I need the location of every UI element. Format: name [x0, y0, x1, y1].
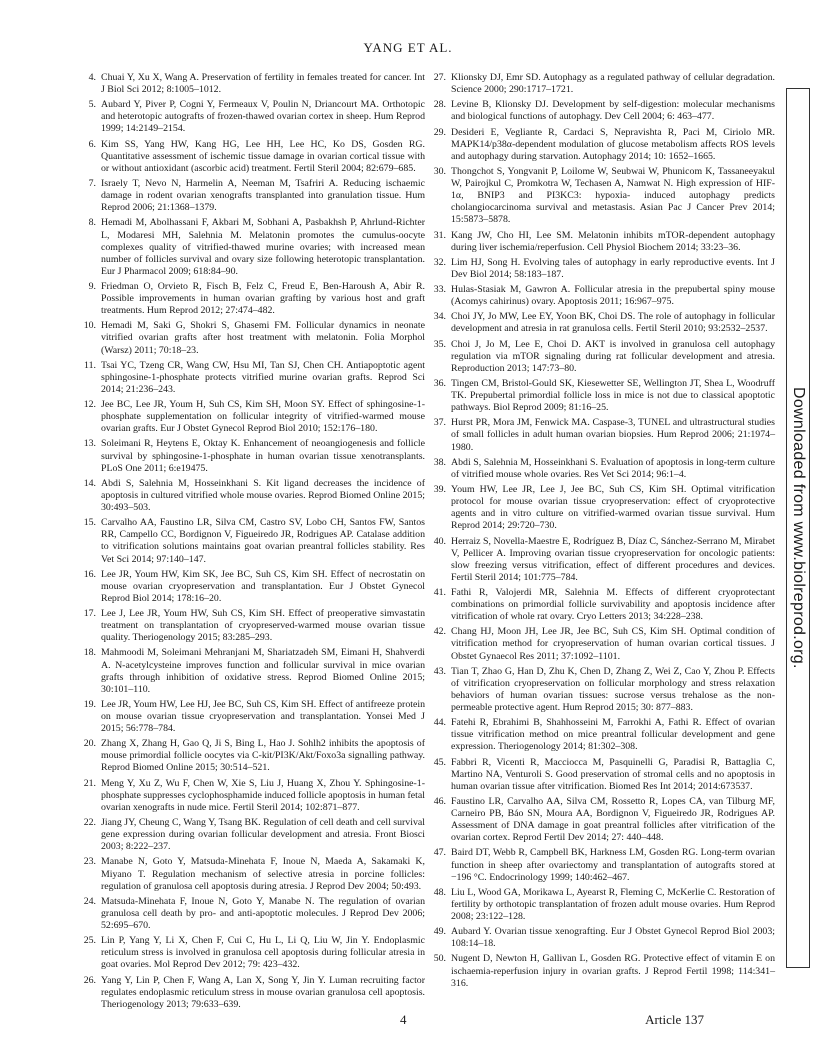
reference-text: Hemadi M, Saki G, Shokri S, Ghasemi FM. Follicular dynamics in neonate vitrified ovarian grafts after host treatment with melatonin. Folia Morphol (Warsz) 2011; 70:18–23. [101, 320, 425, 356]
reference-text: Abdi S, Salehnia M, Hosseinkhani S. Kit ligand decreases the incidence of apoptosis in cultured vitrified whole mouse ovaries. Reprod Biomed Online 2015; 30:493–503. [101, 477, 425, 514]
reference-text: Levine B, Klionsky DJ. Development by self-digestion: molecular mechanisms and biological functions of autophagy. Dev Cell 2004; 6: 463–477. [451, 99, 775, 123]
download-banner-text: Downloaded from www.biolreprod.org. [790, 387, 807, 669]
reference-entry [82, 360, 425, 396]
reference-text: Kim SS, Yang HW, Kang HG, Lee HH, Lee HC, Ko DS, Gosden RG. Quantitative assessment of ischemic tissue damage in ovarian cortical tissue with or without antioxidant (ascorbic acid) treatment. Fertil Steril 2004; 82:679–685. [101, 138, 425, 174]
reference-entry [432, 284, 775, 308]
reference-text: Mahmoodi M, Soleimani Mehranjani M, Shariatzadeh SM, Eimani H, Shahverdi A. N-acetylcysteine improves function and follicular survival in mice ovarian grafts through inhibition of oxidative stress. Reprod Biomed Online 2015; 30:101–110. [101, 647, 425, 695]
reference-number: 35. [433, 338, 446, 350]
reference-number: 4. [88, 72, 96, 83]
reference-entry [432, 311, 775, 335]
reference-text: Fathi R, Valojerdi MR, Salehnia M. Effects of different cryoprotectant combinations on primordial follicle survivability and apoptosis incidence after vitrification of whole rat ovary. Cryo Letters 2013; 34:228–238. [451, 586, 775, 623]
reference-number: 36. [433, 378, 446, 389]
reference-text: Abdi S, Salehnia M, Hosseinkhani S. Evaluation of apoptosis in long-term culture of vitrified mouse whole ovaries. Res Vet Sci 2014; 96:1–4. [451, 456, 775, 480]
reference-number: 11. [84, 359, 96, 371]
reference-text: Tsai YC, Tzeng CR, Wang CW, Hsu MI, Tan SJ, Chen CH. Antiapoptotic agent sphingosine-1-phosphate protects vitrified murine ovarian grafts. Reprod Sci 2014; 21:236–243. [101, 359, 425, 395]
reference-entry [82, 99, 425, 135]
reference-number: 29. [433, 126, 446, 138]
reference-number: 31. [433, 229, 446, 241]
reference-entry [432, 230, 775, 254]
reference-entry [432, 926, 775, 950]
reference-text: Fabbri R, Vicenti R, Macciocca M, Pasquinelli G, Paradisi R, Battaglia C, Martino NA, Venturoli S. Good preservation of stromal cells and no apoptosis in human ovarian tissue after vitrification. Biomed Res Int 2014; 2014:673537. [451, 756, 775, 792]
reference-entry [432, 587, 775, 623]
reference-number: 10. [83, 320, 96, 332]
reference-text: Lin P, Yang Y, Li X, Chen F, Cui C, Hu L, Li Q, Liu W, Jin Y. Endoplasmic reticulum stress is involved in granulosa cell apoptosis during follicular atresia in goat ovaries. Mol Reprod Dev 2012; 79: 423–432. [101, 935, 425, 971]
reference-text: Choi JY, Jo MW, Lee EY, Yoon BK, Choi DS. The role of autophagy in follicular development and atresia in rat granulosa cells. Fertil Steril 2010; 93:2532–2537. [451, 311, 775, 335]
reference-text: Meng Y, Xu Z, Wu F, Chen W, Xie S, Liu J, Huang X, Zhou Y. Sphingosine-1-phosphate suppresses cyclophosphamide induced follicle apoptosis in human fetal ovarian xenografts in nude mice. Fertil Steril 2014; 102:871–877. [101, 777, 425, 813]
reference-text: Youm HW, Lee JR, Lee J, Jee BC, Suh CS, Kim SH. Optimal vitrification protocol for mouse ovarian tissue cryopreservation: effect of cryoprotective agents and in vitro culture on vitrified-warmed ovarian tissue survival. Hum Reprod 2014; 29:720–730. [451, 484, 775, 532]
reference-text: Thongchot S, Yongvanit P, Loilome W, Seubwai W, Phunicom K, Tassaneeyakul W, Pairojkul C, Promkotra W, Techasen A, Namwat N. High expression of HIF-1α, BNIP3 and PI3KC3: hypoxia- induced autophagy predicts cholangiocarcinoma survival and metastasis. Asian Pac J Cancer Prev 2014; 15:5873–5878. [451, 165, 775, 226]
reference-entry [82, 975, 425, 1011]
reference-entry [432, 666, 775, 714]
reference-text: Soleimani R, Heytens E, Oktay K. Enhancement of neoangiogenesis and follicle survival by sphingosine-1-phosphate in human ovarian tissue xenotransplants. PLoS One 2011; 6:e19475. [101, 438, 425, 474]
reference-number: 6. [88, 138, 96, 150]
reference-number: 22. [83, 817, 96, 829]
reference-entry [82, 399, 425, 435]
reference-entry [432, 417, 775, 453]
reference-number: 32. [433, 256, 446, 268]
reference-entry [432, 99, 775, 123]
reference-number: 9. [88, 280, 96, 292]
reference-entry [432, 339, 775, 375]
download-banner[interactable] [786, 88, 810, 968]
reference-text: Matsuda-Minehata F, Inoue N, Goto Y, Manabe N. The regulation of ovarian granulosa cell death by pro- and anti-apoptotic molecules. J Reprod Dev 2006; 52:695–670. [101, 895, 425, 931]
reference-number: 21. [83, 777, 96, 789]
reference-entry [432, 166, 775, 226]
reference-text: Fatehi R, Ebrahimi B, Shahhosseini M, Farrokhi A, Fathi R. Effect of ovarian tissue vitrification method on mice preantral follicular development and gene expression. Theriogenology 2014; 81:302–308. [451, 717, 775, 753]
reference-entry [432, 796, 775, 844]
reference-entry [82, 72, 425, 96]
reference-entry [432, 127, 775, 163]
reference-entry [432, 717, 775, 753]
reference-number: 23. [83, 856, 96, 868]
reference-number: 47. [433, 847, 446, 859]
reference-entry [432, 847, 775, 883]
reference-number: 34. [433, 311, 446, 323]
reference-entry [82, 817, 425, 853]
reference-number: 25. [83, 935, 96, 947]
reference-number: 49. [433, 926, 446, 938]
reference-text: Jiang JY, Cheung C, Wang Y, Tsang BK. Regulation of cell death and cell survival gene expression during ovarian follicular development and atresia. Front Biosci 2003; 8:222–237. [101, 817, 425, 853]
reference-number: 45. [433, 756, 446, 768]
reference-number: 27. [433, 72, 446, 83]
reference-entry [432, 953, 775, 989]
reference-entry [432, 72, 775, 96]
reference-entry [82, 569, 425, 605]
reference-entry [82, 778, 425, 814]
reference-number: 46. [433, 795, 446, 807]
reference-text: Carvalho AA, Faustino LR, Silva CM, Castro SV, Lobo CH, Santos FW, Santos RR, Campello CC, Bordignon V, Figueiredo JR, Rodrigues AP. Catalase addition to vitrification solutions maintains goat ovarian preantral follicles stability. Res Vet Sci 2014; 97:140–147. [101, 517, 425, 565]
reference-number: 7. [88, 178, 96, 190]
reference-number: 28. [433, 99, 446, 111]
reference-entry [432, 257, 775, 281]
reference-text: Kang JW, Cho HI, Lee SM. Melatonin inhibits mTOR-dependent autophagy during liver ischemia/reperfusion. Cell Physiol Biochem 2014; 33:23–36. [451, 229, 775, 253]
reference-text: Israely T, Nevo N, Harmelin A, Neeman M, Tsafriri A. Reducing ischaemic damage in rodent ovarian xenografts transplanted into granulation tissue. Hum Reprod 2006; 21:1368–1379. [101, 178, 425, 214]
reference-text: Jee BC, Lee JR, Youm H, Suh CS, Kim SH, Moon SY. Effect of sphingosine-1-phosphate supplementation on follicular integrity of vitrified-warmed mouse ovarian grafts. Eur J Obstet Gynecol Reprod Biol 2010; 152:176–180. [101, 399, 425, 435]
reference-number: 26. [83, 974, 96, 986]
reference-number: 30. [433, 165, 446, 177]
reference-entry [82, 438, 425, 474]
reference-number: 13. [83, 438, 96, 450]
references-left-column [82, 72, 425, 1014]
reference-number: 20. [83, 738, 96, 750]
reference-entry [432, 484, 775, 532]
reference-entry [82, 478, 425, 514]
reference-text: Liu L, Wood GA, Morikawa L, Ayearst R, Fleming C, McKerlie C. Restoration of fertility by orthotopic transplantation of frozen adult mouse ovaries. Hum Reprod 2008; 23:122–128. [451, 886, 775, 922]
reference-text: Friedman O, Orvieto R, Fisch B, Felz C, Freud E, Ben-Haroush A, Abir R. Possible improvements in human ovarian grafting by various host and graft treatments. Hum Reprod 2012; 27:474–482. [101, 280, 425, 317]
reference-entry [82, 856, 425, 892]
reference-text: Chang HJ, Moon JH, Lee JR, Jee BC, Suh CS, Kim SH. Optimal condition of vitrification method for cryopreservation of human ovarian cortical tissues. J Obstet Gynaecol Res 2011; 37:1092–1101. [451, 626, 775, 662]
reference-text: Baird DT, Webb R, Campbell BK, Harkness LM, Gosden RG. Long-term ovarian function in sheep after ovariectomy and transplantation of autografts stored at −196 °C. Endocrinology 1999; 140:462–467. [451, 847, 775, 883]
reference-number: 48. [433, 886, 446, 898]
reference-text: Yang Y, Lin P, Chen F, Wang A, Lan X, Song Y, Jin Y. Luman recruiting factor regulates endoplasmic reticulum stress in mouse ovarian granulosa cell apoptosis. Theriogenology 2013; 79:633–639. [101, 974, 425, 1010]
reference-text: Herraiz S, Novella-Maestre E, Rodríguez B, Díaz C, Sánchez-Serrano M, Mirabet V, Pellicer A. Improving ovarian tissue cryopreservation for oncologic patients: slow freezing versus vitrification, effect of different procedures and devices. Fertil Steril 2014; 101:775–784. [451, 535, 775, 583]
reference-text: Choi J, Jo M, Lee E, Choi D. AKT is involved in granulosa cell autophagy regulation via mTOR signaling during rat follicular development and atresia. Reproduction 2013; 147:73–80. [451, 338, 775, 374]
reference-entry [432, 887, 775, 923]
reference-entry [82, 647, 425, 695]
reference-text: Klionsky DJ, Emr SD. Autophagy as a regulated pathway of cellular degradation. Science 2000; 290:1717–1721. [451, 72, 775, 96]
reference-entry [432, 457, 775, 481]
reference-text: Aubard Y. Ovarian tissue xenografting. Eur J Obstet Gynecol Reprod Biol 2003; 108:14–18. [451, 926, 775, 950]
reference-number: 38. [433, 456, 446, 468]
reference-number: 12. [83, 399, 96, 411]
reference-number: 39. [433, 484, 446, 496]
reference-number: 42. [433, 626, 446, 638]
reference-number: 18. [83, 647, 96, 659]
reference-text: Lee J, Lee JR, Youm HW, Suh CS, Kim SH. Effect of preoperative simvastatin treatment on transplantation of cryopreserved-warmed mouse ovarian tissue quality. Theriogenology 2015; 83:285–293. [101, 608, 425, 644]
running-head: YANG ET AL. [363, 40, 453, 55]
reference-number: 33. [433, 284, 446, 296]
reference-text: Lim HJ, Song H. Evolving tales of autophagy in early reproductive events. Int J Dev Biol 2014; 58:183–187. [451, 256, 775, 280]
reference-entry [432, 757, 775, 793]
reference-entry [82, 281, 425, 317]
reference-number: 43. [433, 665, 446, 677]
reference-entry [82, 320, 425, 356]
reference-text: Hulas-Stasiak M, Gawron A. Follicular atresia in the prepubertal spiny mouse (Acomys cahirinus) ovary. Apoptosis 2011; 16:967–975. [451, 284, 775, 308]
reference-text: Lee JR, Youm HW, Lee HJ, Jee BC, Suh CS, Kim SH. Effect of antifreeze protein on mouse ovarian tissue cryopreservation and transplantation. Yonsei Med J 2015; 56:778–784. [101, 698, 425, 735]
reference-number: 8. [88, 217, 96, 229]
reference-number: 41. [433, 586, 446, 598]
reference-number: 16. [83, 568, 96, 580]
reference-entry [82, 935, 425, 971]
reference-entry [432, 378, 775, 414]
reference-entry [82, 699, 425, 735]
reference-entry [82, 178, 425, 214]
reference-text: Chuai Y, Xu X, Wang A. Preservation of fertility in females treated for cancer. Int J Biol Sci 2012; 8:1005–1012. [101, 72, 425, 96]
reference-number: 24. [83, 895, 96, 907]
reference-entry [82, 217, 425, 277]
references-right-column [432, 72, 775, 993]
reference-entry [82, 608, 425, 644]
reference-entry [82, 738, 425, 774]
reference-text: Tian T, Zhao G, Han D, Zhu K, Chen D, Zhang Z, Wei Z, Cao Y, Zhou P. Effects of vitrification cryopreservation on follicular morphology and stress relaxation behaviors of human ovarian tissues: sucrose versus trehalose as the non-permeable protective agent. Hum Reprod 2015; 30: 877–883. [451, 665, 775, 713]
reference-text: Desideri E, Vegliante R, Cardaci S, Nepravishta R, Paci M, Ciriolo MR. MAPK14/p38α-dependent modulation of glucose metabolism affects ROS levels and autophagy during starvation. Autophagy 2014; 10: 1652–1665. [451, 126, 775, 162]
reference-text: Lee JR, Youm HW, Kim SK, Jee BC, Suh CS, Kim SH. Effect of necrostatin on mouse ovarian cryopreservation and transplantation. Eur J Obstet Gynecol Reprod Biol 2014; 178:16–20. [101, 568, 425, 604]
reference-number: 40. [433, 535, 446, 547]
reference-entry [82, 517, 425, 565]
article-number: Article 137 [645, 1012, 704, 1027]
page-number: 4 [400, 1012, 407, 1027]
reference-text: Faustino LR, Carvalho AA, Silva CM, Rossetto R, Lopes CA, van Tilburg MF, Carneiro PB, Báo SN, Moura AA, Bordignon V, Figueiredo JR, Rodrigues AP. Assessment of DNA damage in goat preantral follicles after vitrification of the ovarian cortex. Reprod Fertil Dev 2014; 27: 440–448. [451, 795, 775, 844]
reference-number: 5. [88, 99, 96, 111]
reference-text: Tingen CM, Bristol-Gould SK, Kiesewetter SE, Wellington JT, Shea L, Woodruff TK. Prepubertal primordial follicle loss in mice is not due to classical apoptotic pathways. Biol Reprod 2009; 81:16–25. [451, 378, 775, 414]
reference-number: 19. [83, 698, 96, 710]
reference-text: Zhang X, Zhang H, Gao Q, Ji S, Bing L, Hao J. Sohlh2 inhibits the apoptosis of mouse primordial follicle oocytes via C-kit/PI3K/Akt/Foxo3a signalling pathway. Reprod Biomed Online 2015; 30:514–521. [101, 738, 425, 774]
reference-text: Aubard Y, Piver P, Cogni Y, Fermeaux V, Poulin N, Driancourt MA. Orthotopic and heterotopic autografts of frozen-thawed ovarian cortex in sheep. Hum Reprod 1999; 14:2149–2154. [101, 99, 425, 135]
reference-text: Nugent D, Newton H, Gallivan L, Gosden RG. Protective effect of vitamin E on ischaemia-reperfusion injury in ovarian grafts. J Reprod Fertil 1998; 114:341–316. [451, 953, 775, 989]
reference-number: 14. [83, 477, 96, 489]
reference-number: 37. [433, 417, 446, 429]
reference-number: 17. [83, 608, 96, 620]
reference-text: Hurst PR, Mora JM, Fenwick MA. Caspase-3, TUNEL and ultrastructural studies of small follicles in adult human ovarian biopsies. Hum Reprod 2006; 21:1974–1980. [451, 417, 775, 453]
reference-entry [82, 896, 425, 932]
reference-text: Hemadi M, Abolhassani F, Akbari M, Sobhani A, Pasbakhsh P, Ahrlund-Richter L, Modaresi MH, Salehnia M. Melatonin promotes the cumulus-oocyte complexes quality of vitrified-thawed murine ovaries; with increased mean number of follicles survival and ovary size following heterotopic transplantation. Eur J Pharmacol 2009; 618:84–90. [101, 217, 425, 277]
reference-number: 44. [433, 717, 446, 729]
reference-number: 15. [83, 517, 96, 529]
reference-entry [82, 139, 425, 175]
reference-entry [432, 536, 775, 584]
reference-entry [432, 626, 775, 662]
reference-number: 50. [433, 953, 446, 965]
reference-text: Manabe N, Goto Y, Matsuda-Minehata F, Inoue N, Maeda A, Sakamaki K, Miyano T. Regulation mechanism of selective atresia in porcine follicles: regulation of granulosa cell apoptosis during atresia. J Reprod Dev 2004; 50:493. [101, 856, 425, 892]
